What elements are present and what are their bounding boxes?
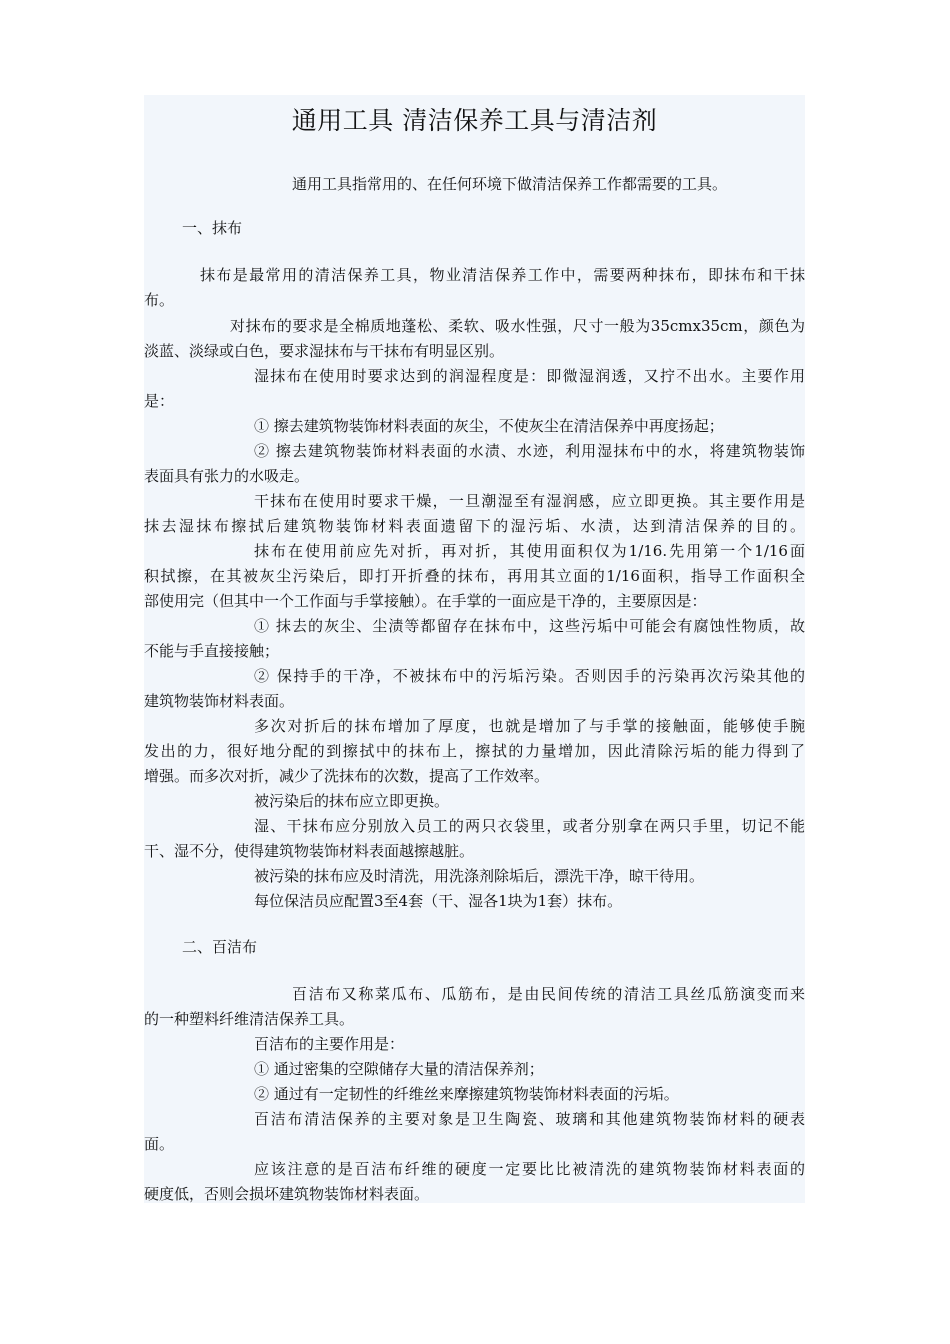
paragraph-line: 每位保洁员应配置3至4套（干、湿各1块为1套）抹布。	[254, 892, 623, 910]
paragraph-line: 布。	[144, 291, 175, 309]
paragraph-line: 应该注意的是百洁布纤维的硬度一定要比比被清洗的建筑物装饰材料表面的	[254, 1160, 805, 1178]
paragraph-line: 被污染后的抹布应立即更换。	[254, 792, 450, 810]
paragraph-line: 百洁布又称菜瓜布、瓜筋布，是由民间传统的清洁工具丝瓜筋演变而来	[292, 985, 805, 1003]
paragraph-line: 不能与手直接接触；	[144, 642, 280, 660]
list-item: ② 通过有一定韧性的纤维丝来摩擦建筑物装饰材料表面的污垢。	[254, 1085, 679, 1103]
paragraph-line: 湿、干抹布应分别放入员工的两只衣袋里，或者分别拿在两只手里，切记不能	[254, 817, 805, 835]
list-item: ① 擦去建筑物装饰材料表面的灰尘，不使灰尘在清洁保养中再度扬起；	[254, 417, 724, 435]
paragraph-line: 建筑物装饰材料表面。	[144, 692, 295, 710]
paragraph-line: 是：	[144, 392, 175, 410]
paragraph-line: 百洁布清洁保养的主要对象是卫生陶瓷、玻璃和其他建筑物装饰材料的硬表	[254, 1110, 805, 1128]
document-title: 通用工具 清洁保养工具与清洁剂	[291, 106, 658, 135]
paragraph-line: 积拭擦，在其被灰尘污染后，即打开折叠的抹布，再用其立面的1/16面积，指导工作面积全	[144, 567, 805, 585]
paragraph-line: 面。	[144, 1135, 175, 1153]
list-item: ① 通过密集的空隙储存大量的清洁保养剂；	[254, 1060, 544, 1078]
paragraph-line: 百洁布的主要作用是：	[254, 1035, 405, 1053]
paragraph-line: 抹布是最常用的清洁保养工具，物业清洁保养工作中，需要两种抹布，即抹布和干抹	[200, 266, 805, 284]
intro-paragraph: 通用工具指常用的、在任何环境下做清洁保养工作都需要的工具。	[292, 175, 728, 193]
list-item: ② 保持手的干净，不被抹布中的污垢污染。否则因手的污染再次污染其他的	[254, 667, 805, 685]
paragraph-line: 被污染的抹布应及时清洗，用洗涤剂除垢后，漂洗干净，晾干待用。	[254, 867, 705, 885]
paragraph-line: 增强。而多次对折，减少了洗抹布的次数，提高了工作效率。	[144, 767, 550, 785]
section-heading: 二、百洁布	[182, 938, 258, 956]
paragraph-line: 的一种塑料纤维清洁保养工具。	[144, 1010, 355, 1028]
document-page	[144, 95, 805, 1203]
paragraph-line: 部使用完（但其中一个工作面与手掌接触）。在手掌的一面应是干净的，主要原因是：	[144, 592, 707, 610]
paragraph-line: 多次对折后的抹布增加了厚度，也就是增加了与手掌的接触面，能够使手腕	[254, 717, 805, 735]
paragraph-line: 抹布在使用前应先对折，再对折，其使用面积仅为1/16.先用第一个1/16面	[254, 542, 805, 560]
paragraph-line: 抹去湿抹布擦拭后建筑物装饰材料表面遗留下的湿污垢、水渍，达到清洁保养的目的。	[144, 517, 805, 535]
list-item: ② 擦去建筑物装饰材料表面的水渍、水迹，利用湿抹布中的水，将建筑物装饰	[254, 442, 805, 460]
paragraph-line: 湿抹布在使用时要求达到的润湿程度是：即微湿润透，又拧不出水。主要作用	[254, 367, 805, 385]
paragraph-line: 干、湿不分，使得建筑物装饰材料表面越擦越脏。	[144, 842, 475, 860]
paragraph-line: 硬度低，否则会损坏建筑物装饰材料表面。	[144, 1185, 430, 1203]
paragraph-line: 发出的力，很好地分配的到擦拭中的抹布上，擦拭的力量增加，因此清除污垢的能力得到了	[144, 742, 805, 760]
paragraph-line: 淡蓝、淡绿或白色，要求湿抹布与干抹布有明显区别。	[144, 342, 505, 360]
paragraph-line: 干抹布在使用时要求干燥，一旦潮湿至有湿润感，应立即更换。其主要作用是	[254, 492, 805, 510]
section-heading: 一、抹布	[182, 219, 243, 237]
paragraph-line: 对抹布的要求是全棉质地蓬松、柔软、吸水性强，尺寸一般为35cmx35cm，颜色为	[230, 317, 805, 335]
paragraph-line: 表面具有张力的水吸走。	[144, 467, 310, 485]
list-item: ① 抹去的灰尘、尘渍等都留存在抹布中，这些污垢中可能会有腐蚀性物质，故	[254, 617, 805, 635]
